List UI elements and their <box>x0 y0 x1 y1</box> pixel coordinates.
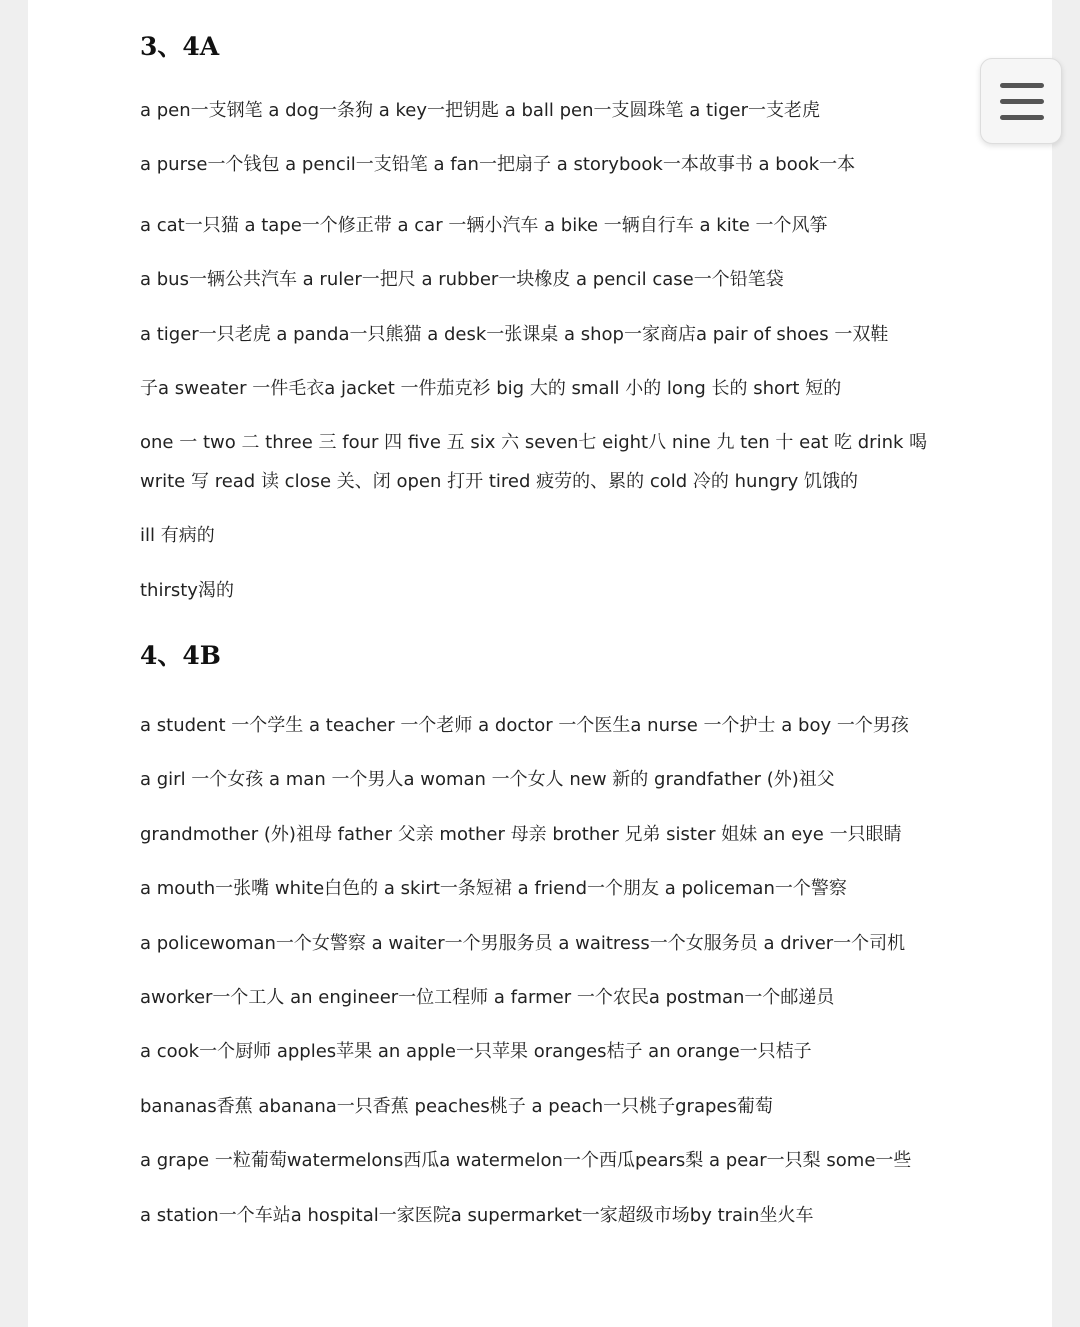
section-heading-4b: 4、4B <box>140 641 221 670</box>
vocab-line: a cat一只猫 a tape一个修正带 a car 一辆小汽车 a bike 一辆自行车 a kite 一个风筝 <box>140 215 828 236</box>
section-heading-4a: 3、4A <box>140 32 220 61</box>
vocab-line: a student 一个学生 a teacher 一个老师 a doctor 一个医生a nurse 一个护士 a boy 一个男孩 <box>140 715 909 736</box>
menu-bar-top <box>1000 83 1044 88</box>
vocab-line: aworker一个工人 an engineer一位工程师 a farmer 一个农民a postman一个邮递员 <box>140 987 835 1008</box>
vocab-line: thirsty渴的 <box>140 580 234 601</box>
menu-bar-bottom <box>1000 115 1044 120</box>
menu-button[interactable] <box>980 58 1062 144</box>
vocab-line: a tiger一只老虎 a panda一只熊猫 a desk一张课桌 a shop一家商店a pair of shoes 一双鞋 <box>140 324 889 345</box>
vocab-line: a girl 一个女孩 a man 一个男人a woman 一个女人 new 新的 grandfather (外)祖父 <box>140 769 835 790</box>
vocab-line: a purse一个钱包 a pencil一支铅笔 a fan一把扇子 a storybook一本故事书 a book一本 <box>140 154 856 175</box>
vocab-line: write 写 read 读 close 关、闭 open 打开 tired 疲劳的、累的 cold 冷的 hungry 饥饿的 <box>140 471 859 492</box>
vocab-line: grandmother (外)祖母 father 父亲 mother 母亲 brother 兄弟 sister 姐妹 an eye 一只眼睛 <box>140 824 902 845</box>
document-page <box>28 0 1052 1327</box>
vocab-line: a pen一支钢笔 a dog一条狗 a key一把钥匙 a ball pen一支圆珠笔 a tiger一支老虎 <box>140 100 820 121</box>
vocab-line: a policewoman一个女警察 a waiter一个男服务员 a waitress一个女服务员 a driver一个司机 <box>140 933 906 954</box>
vocab-line: a bus一辆公共汽车 a ruler一把尺 a rubber一块橡皮 a pencil case一个铅笔袋 <box>140 269 784 290</box>
vocab-line: a mouth一张嘴 white白色的 a skirt一条短裙 a friend一个朋友 a policeman一个警察 <box>140 878 847 899</box>
menu-bar-middle <box>1000 99 1044 104</box>
vocab-line: ill 有病的 <box>140 525 215 546</box>
vocab-line: a cook一个厨师 apples苹果 an apple一只苹果 oranges桔子 an orange一只桔子 <box>140 1041 812 1062</box>
vocab-line: 子a sweater 一件毛衣a jacket 一件茄克衫 big 大的 small 小的 long 长的 short 短的 <box>140 378 842 399</box>
vocab-line: one 一 two 二 three 三 four 四 five 五 six 六 seven七 eight八 nine 九 ten 十 eat 吃 drink 喝 <box>140 432 928 453</box>
vocab-line: bananas香蕉 abanana一只香蕉 peaches桃子 a peach一只桃子grapes葡萄 <box>140 1096 773 1117</box>
vocab-line: a station一个车站a hospital一家医院a supermarket一家超级市场by train坐火车 <box>140 1205 814 1226</box>
vocab-line: a grape 一粒葡萄watermelons西瓜a watermelon一个西瓜pears梨 a pear一只梨 some一些 <box>140 1150 912 1171</box>
